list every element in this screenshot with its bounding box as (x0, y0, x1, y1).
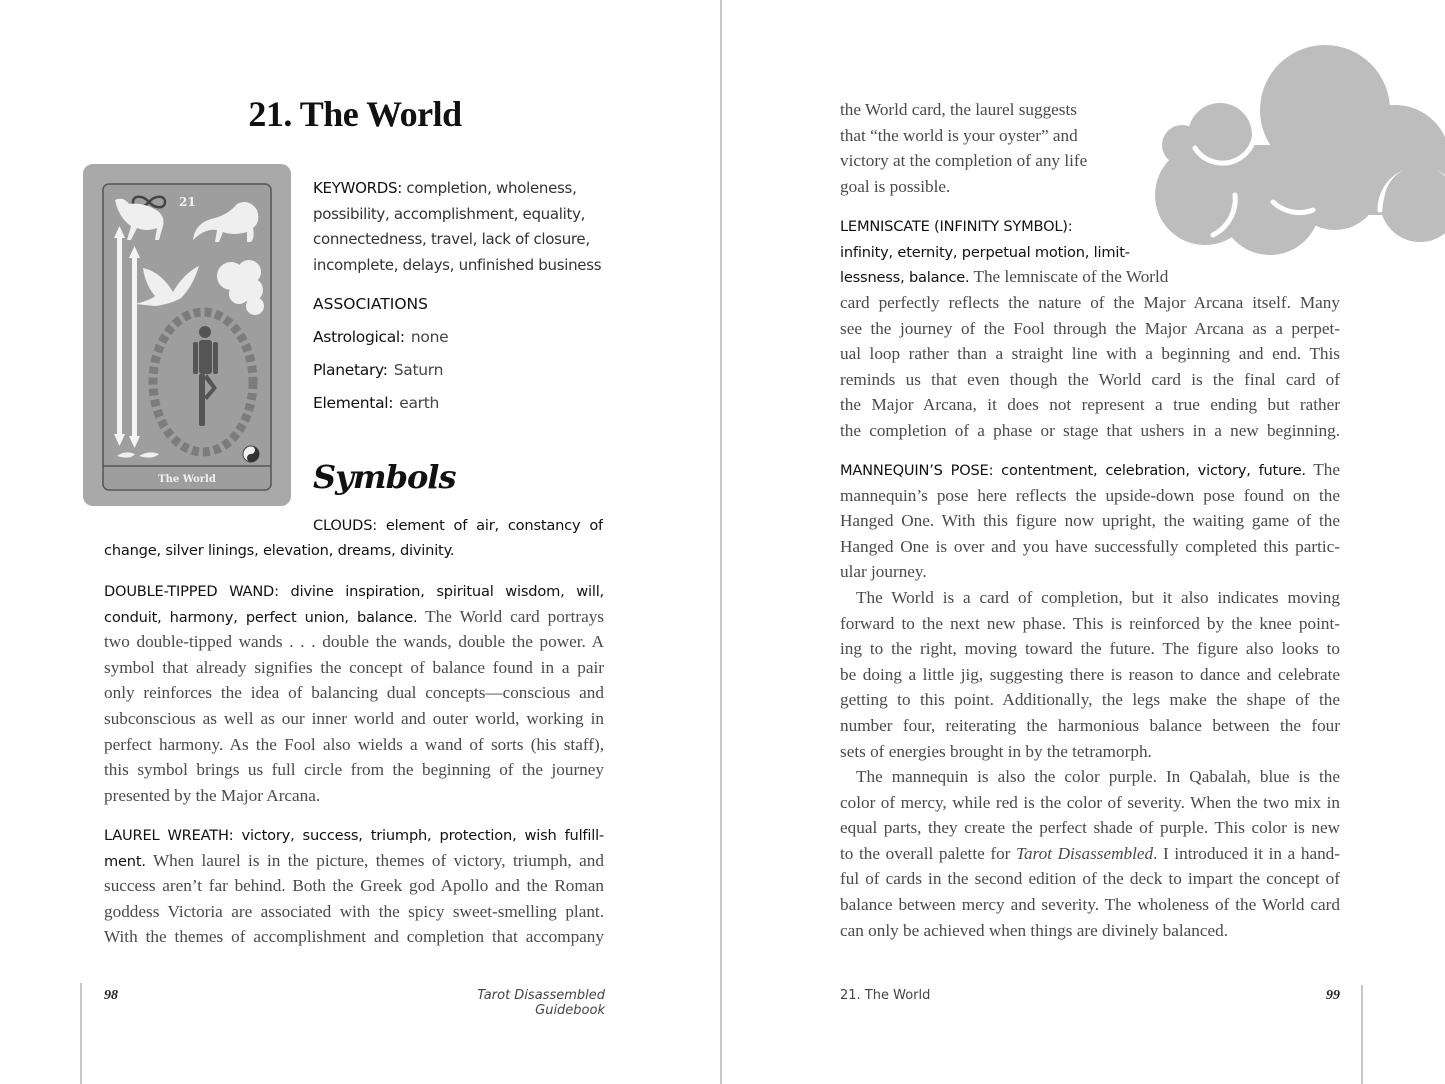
keywords-label: KEYWORDS: (313, 179, 402, 197)
keywords-block (313, 176, 613, 278)
laurel-text: goal is possible. (840, 176, 951, 196)
lemniscate-entry (840, 290, 1340, 444)
mannequin-text: Hanged One is over and you have successfully completed this partic- (840, 536, 1340, 556)
card-name: The World (158, 474, 216, 485)
mannequin-text: Hanged One. With this figure now upright, the waiting game of the (840, 511, 1340, 531)
keywords-text: connectedness, travel, lack of closure, (313, 230, 590, 249)
paragraph-line: sets of energies brought in by the tetramorph. (840, 741, 1152, 761)
paragraph-line: ful of cards in the second edition of the deck to impart the concept of (840, 869, 1340, 889)
lemniscate-text: reminds us that even though the World card is the final card of (840, 369, 1340, 389)
wand-text: presented by the Major Arcana. (104, 785, 321, 805)
laurel-text: victory at the completion of any life (840, 151, 1088, 171)
wand-label: DOUBLE-TIPPED WAND: divine inspiration, spiritual wisdom, will, (104, 583, 604, 600)
wand-text: The World card portrays (417, 606, 604, 626)
running-head-left: Tarot Disassembled Guidebook (477, 988, 605, 1018)
paragraph-text: . I introduced it in a hand- (1153, 843, 1340, 863)
association-label: Planetary: (313, 361, 388, 379)
yin-yang-icon (243, 446, 259, 462)
running-head-right: 21. The World (840, 988, 931, 1003)
laurel-entry (104, 822, 604, 950)
wand-text: two double-tipped wands . . . double the wands, double the power. A (104, 632, 604, 652)
page-number-left: 98 (104, 988, 118, 1003)
laurel-label: LAUREL WREATH: victory, success, triumph, protection, wish fulfill- (104, 827, 604, 844)
paragraph-line: The World is a card of completion, but it also indicates moving (856, 588, 1340, 607)
mannequin-text: ular journey. (840, 562, 927, 582)
association-planetary (313, 361, 443, 379)
lemniscate-text: the Major Arcana, it does not represent a true ending but rather (840, 395, 1340, 415)
wand-text: subconscious as well as our inner world and outer world, working in (104, 708, 604, 728)
wand-text: this symbol brings us full circle from the beginning of the journey (104, 760, 604, 780)
paragraph-line: equal parts, they create the perfect shade of purple. This color is new (840, 818, 1340, 838)
associations-heading: ASSOCIATIONS (313, 295, 428, 313)
book-title-italic: Tarot Disassembled (1016, 843, 1154, 863)
keywords-text: possibility, accomplishment, equality, (313, 204, 586, 223)
clouds-label: CLOUDS: element of air, constancy of (313, 517, 603, 534)
association-astrological (313, 328, 448, 346)
laurel-text: the World card, the laurel suggests (840, 100, 1077, 119)
laurel-text: that “the world is your oyster” and (840, 125, 1078, 145)
laurel-text: When laurel is in the picture, themes of victory, triumph, and (145, 850, 604, 870)
clouds-label: change, silver linings, elevation, dreams, divinity. (104, 542, 455, 559)
lemniscate-label: lessness, balance. (840, 269, 970, 287)
paragraph-line: be doing a little jig, suggesting there is reason to dance and celebrate (840, 664, 1340, 684)
paragraph-line: getting to this point. Additionally, the legs make the shape of the (840, 690, 1340, 710)
lemniscate-label: infinity, eternity, perpetual motion, limit- (840, 243, 1130, 261)
wand-text: perfect harmony. As the Fool also wields a wand of sorts (his staff), (104, 734, 604, 754)
paragraph-line: number four, reiterating the harmonious balance between the four (840, 715, 1340, 735)
paragraph-line: The mannequin is also the color purple. In Qabalah, blue is the (856, 767, 1340, 786)
symbols-heading: Symbols (313, 458, 456, 496)
wand-entry (104, 578, 604, 808)
wand-text: only reinforces the idea of balancing dual concepts—conscious and (104, 683, 604, 703)
clouds-entry (104, 537, 604, 563)
mannequin-text: The (1305, 460, 1340, 479)
laurel-text: success aren’t far behind. Both the Greek god Apollo and the Roman (104, 876, 604, 896)
purple-paragraph (840, 764, 1340, 943)
paragraph-line: ing to the right, moving toward the future. The figure also looks to (840, 639, 1340, 659)
lemniscate-text: the completion of a phase or stage that ushers in a new beginning. (840, 420, 1340, 440)
laurel-text: goddess Victoria are associated with the spicy sweet-smelling plant. (104, 901, 604, 921)
association-label: Elemental: (313, 394, 394, 412)
lemniscate-label: LEMNISCATE (INFINITY SYMBOL): (840, 218, 1073, 235)
paragraph-line: forward to the next new phase. This is reinforced by the knee point- (840, 613, 1340, 633)
association-value: earth (399, 394, 440, 412)
laurel-continued (840, 97, 1110, 199)
left-page-edge (80, 983, 82, 1084)
lemniscate-text: ual loop rather than a straight line with a beginning and end. This (840, 344, 1340, 364)
association-label: Astrological: (313, 328, 405, 346)
keywords-text: completion, wholeness, (401, 179, 577, 197)
chapter-title: 21. The World (248, 94, 462, 134)
paragraph-text: to the overall palette for (840, 843, 1017, 863)
association-elemental (313, 394, 439, 412)
mannequin-entry (840, 457, 1340, 585)
lemniscate-entry-head (840, 213, 1200, 290)
tarot-card-illustration (83, 164, 291, 506)
completion-paragraph (840, 585, 1340, 764)
clouds-entry-first-line (313, 512, 603, 538)
lemniscate-text: The lemniscate of the World (969, 267, 1169, 287)
paragraph-line: color of mercy, while red is the color of severity. When the two mix in (840, 792, 1340, 812)
right-page-edge (1361, 985, 1363, 1084)
mannequin-label: MANNEQUIN’S POSE: contentment, celebration, victory, future. (840, 462, 1306, 479)
association-value: Saturn (393, 361, 444, 379)
paragraph-line: balance between mercy and severity. The wholeness of the World card (840, 894, 1340, 914)
paragraph-line: can only be achieved when things are divinely balanced. (840, 920, 1229, 940)
book-spine (720, 0, 722, 1084)
association-value: none (410, 328, 449, 346)
laurel-label: ment. (104, 852, 146, 870)
lemniscate-text: card perfectly reflects the nature of the Major Arcana itself. Many (840, 293, 1340, 312)
keywords-text: incomplete, delays, unfinished business (313, 255, 602, 274)
mannequin-text: mannequin’s pose here reflects the upside-down pose found on the (840, 485, 1340, 505)
wand-label: conduit, harmony, perfect union, balance. (104, 608, 418, 626)
card-number: 21 (179, 195, 196, 209)
lemniscate-text: see the journey of the Fool through the Major Arcana as a perpet- (840, 318, 1340, 338)
wand-text: symbol that already signifies the concept of balance found in a pair (104, 657, 604, 677)
page-number-right: 99 (1326, 988, 1340, 1003)
laurel-text: With the themes of accomplishment and completion that accompany (104, 927, 604, 947)
